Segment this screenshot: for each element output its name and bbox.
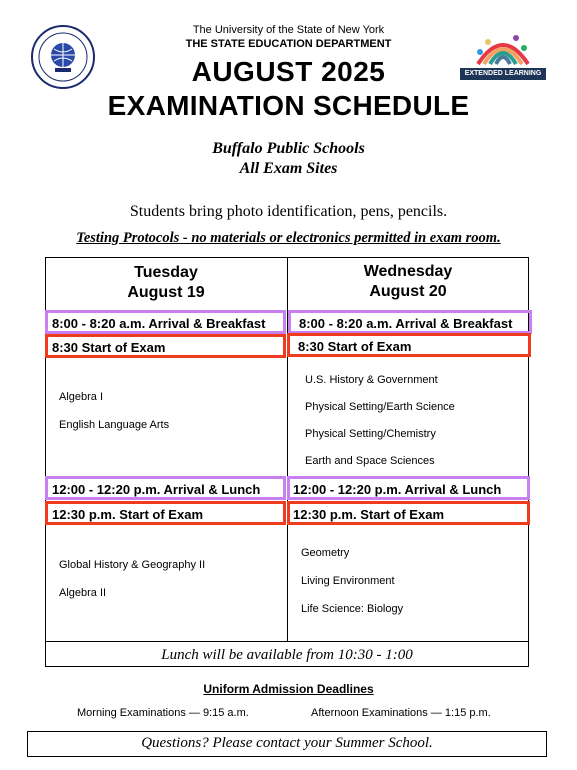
department-name: THE STATE EDUCATION DEPARTMENT [185, 38, 392, 50]
exam-item: Global History & Geography II [59, 559, 206, 571]
afternoon-arrival-wednesday: 12:00 - 12:20 p.m. Arrival & Lunch [287, 476, 530, 500]
afternoon-arrival-tuesday: 12:00 - 12:20 p.m. Arrival & Lunch [45, 476, 286, 500]
afternoon-start-wednesday: 12:30 p.m. Start of Exam [287, 501, 530, 525]
morning-start-wednesday: 8:30 Start of Exam [287, 333, 531, 357]
day-header-tuesday [46, 263, 286, 303]
exam-sites: All Exam Sites [239, 160, 338, 177]
testing-protocols-notice: Testing Protocols - no materials or electronics permitted in exam room. [76, 230, 501, 246]
date: August 19 [127, 284, 205, 301]
exam-item: Living Environment [301, 575, 395, 587]
exam-item: Algebra I [59, 391, 104, 403]
deadlines-title: Uniform Admission Deadlines [203, 682, 374, 696]
questions-box: Questions? Please contact your Summer School. [27, 731, 547, 757]
exam-item: Earth and Space Sciences [305, 455, 435, 467]
exam-item: Physical Setting/Chemistry [305, 428, 436, 440]
afternoon-deadline: Afternoon Examinations — 1:15 p.m. [311, 707, 491, 719]
morning-arrival-wednesday: 8:00 - 8:20 a.m. Arrival & Breakfast [288, 310, 532, 334]
district-name: Buffalo Public Schools [212, 140, 365, 157]
exam-item: U.S. History & Government [305, 374, 438, 386]
title-month: AUGUST 2025 [191, 56, 386, 87]
morning-deadline: Morning Examinations — 9:15 a.m. [77, 707, 249, 719]
bring-items-notice: Students bring photo identification, pens, pencils. [129, 203, 448, 220]
weekday: Tuesday [134, 264, 198, 281]
exam-item: Life Science: Biology [301, 603, 404, 615]
day-header-wednesday [288, 262, 528, 302]
university-name: The University of the State of New York [192, 24, 385, 36]
morning-arrival-tuesday: 8:00 - 8:20 a.m. Arrival & Breakfast [45, 310, 286, 334]
exam-item: Physical Setting/Earth Science [305, 401, 455, 413]
exam-item: Geometry [301, 547, 350, 559]
afternoon-start-tuesday: 12:30 p.m. Start of Exam [45, 501, 286, 525]
exam-item: English Language Arts [59, 419, 170, 431]
weekday: Wednesday [363, 263, 453, 280]
title-schedule: EXAMINATION SCHEDULE [107, 90, 470, 121]
logo-text: EXTENDED LEARNING [464, 70, 542, 77]
exam-item: Algebra II [59, 587, 107, 599]
row-divider [45, 641, 529, 642]
date: August 20 [369, 283, 447, 300]
lunch-note: Lunch will be available from 10:30 - 1:00 [161, 647, 413, 663]
morning-start-tuesday: 8:30 Start of Exam [45, 334, 286, 358]
